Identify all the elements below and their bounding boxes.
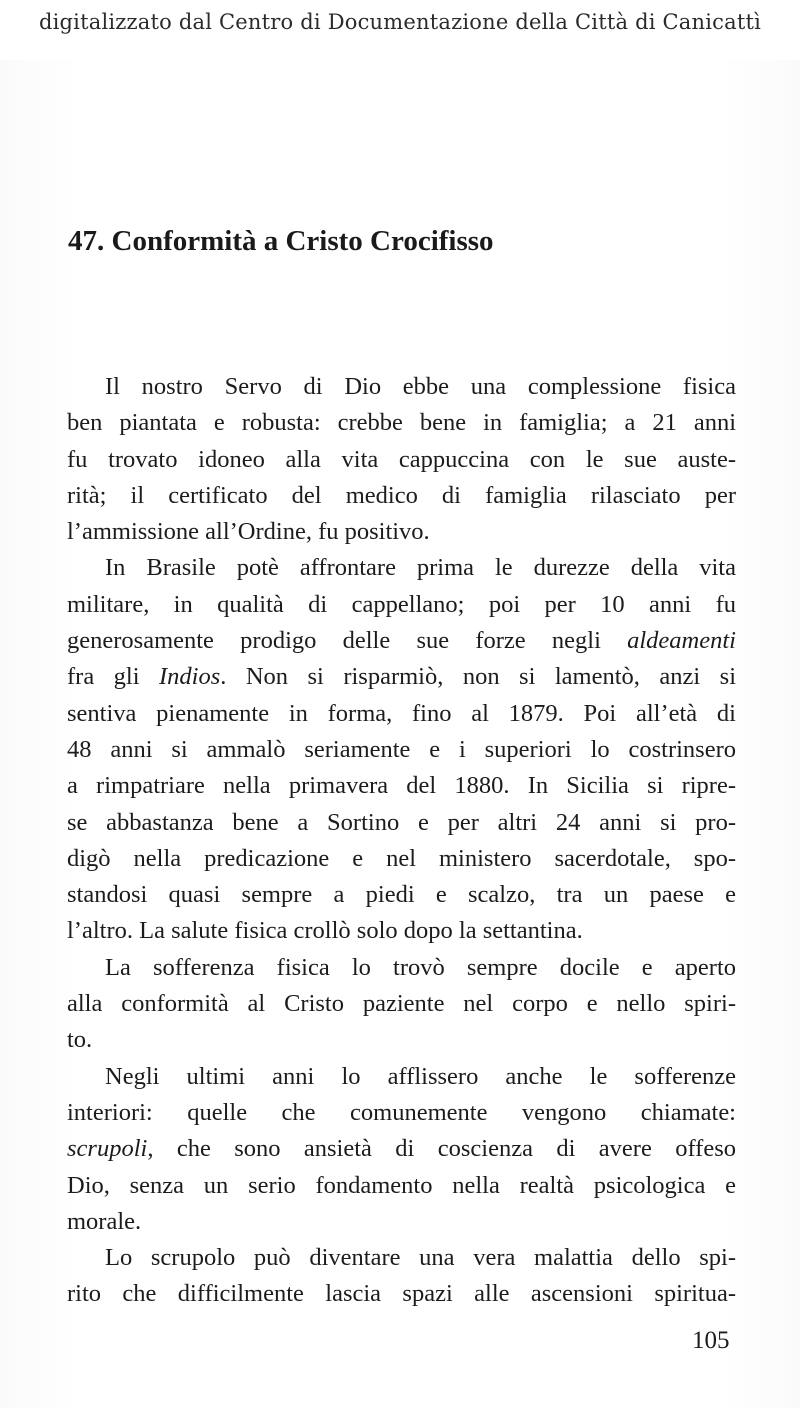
- text-line: Il nostro Servo di Dio ebbe una complessione fisica: [105, 373, 736, 400]
- text-segment: . Non si risparmiò, non si lamentò, anzi si: [220, 663, 737, 691]
- page-number: 105: [692, 1327, 730, 1354]
- text-segment: , che sono ansietà di coscienza di avere offeso: [147, 1135, 736, 1163]
- text-line: l’altro. La salute fisica crollò solo dopo la settantina.: [67, 917, 583, 945]
- text-line: [67, 623, 736, 659]
- text-line: alla conformità al Cristo paziente nel corpo e nello spiri-: [67, 990, 736, 1018]
- text-line: a rimpatriare nella primavera del 1880. In Sicilia si ripre-: [67, 772, 736, 800]
- text-line: Negli ultimi anni lo afflissero anche le sofferenze: [105, 1062, 736, 1090]
- text-line: rito che difficilmente lascia spazi alle ascensioni spiritua-: [67, 1280, 736, 1308]
- italic-term-scrupoli: scrupoli: [67, 1135, 148, 1163]
- italic-term-aldeamenti: aldeamenti: [627, 627, 736, 655]
- text-line: interiori: quelle che comunemente vengono chiamate:: [67, 1098, 736, 1126]
- text-line: [67, 659, 736, 695]
- text-line: Lo scrupolo può diventare una vera malattia dello spi-: [105, 1244, 736, 1272]
- text-segment: fra gli: [67, 663, 140, 691]
- paragraph-4: [67, 1059, 736, 1240]
- text-line: se abbastanza bene a Sortino e per altri 24 anni si pro-: [67, 808, 736, 836]
- text-line: rità; il certificato del medico di famiglia rilasciato per: [67, 481, 736, 509]
- text-segment: generosamente prodigo delle sue forze negli: [67, 627, 601, 655]
- digitization-watermark: digitalizzato dal Centro di Documentazione della Città di Canicattì: [38, 10, 762, 34]
- paragraph-5: [67, 1240, 736, 1313]
- text-line: 48 anni si ammalò seriamente e i superiori lo costrinsero: [67, 735, 736, 763]
- text-line: standosi quasi sempre a piedi e scalzo, tra un paese e: [67, 881, 736, 909]
- text-line: l’ammissione all’Ordine, fu positivo.: [67, 518, 430, 546]
- text-line: digò nella predicazione e nel ministero sacerdotale, spo-: [67, 844, 736, 872]
- text-line: ben piantata e robusta: crebbe bene in famiglia; a 21 anni: [67, 409, 736, 437]
- text-line: sentiva pienamente in forma, fino al 1879. Poi all’età di: [67, 699, 736, 727]
- text-line: In Brasile potè affrontare prima le durezze della vita: [105, 554, 736, 582]
- paragraph-2: [67, 550, 736, 949]
- body-text: [67, 369, 736, 1313]
- text-line: militare, in qualità di cappellano; poi per 10 anni fu: [67, 590, 736, 618]
- italic-term-indios: Indios: [159, 663, 221, 691]
- text-line: La sofferenza fisica lo trovò sempre docile e aperto: [105, 953, 736, 981]
- text-line: Dio, senza un serio fondamento nella realtà psicologica e: [67, 1171, 736, 1199]
- text-line: [67, 1131, 736, 1167]
- paragraph-3: [67, 950, 736, 1059]
- text-line: fu trovato idoneo alla vita cappuccina con le sue auste-: [67, 445, 736, 473]
- chapter-title: 47. Conformità a Cristo Crocifisso: [68, 225, 494, 257]
- text-line: to.: [67, 1026, 93, 1054]
- paragraph-1: [67, 369, 736, 550]
- text-line: morale.: [67, 1207, 142, 1235]
